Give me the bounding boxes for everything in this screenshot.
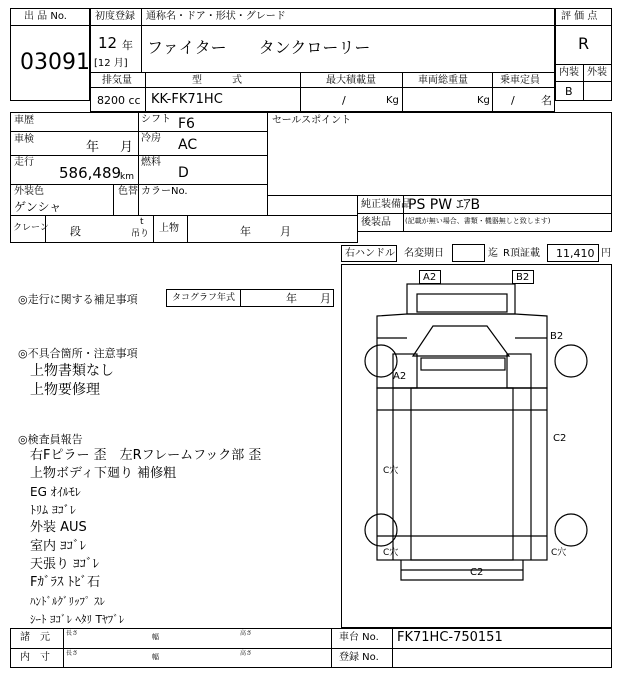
grade: R	[578, 34, 590, 53]
crane-v3	[187, 215, 188, 243]
mileage: 586,489	[59, 164, 122, 182]
dims-width: 幅	[152, 633, 159, 641]
inspector-item: ﾊﾝﾄﾞﾙｸﾞﾘｯﾌﾟ ｽﾚ	[30, 595, 105, 608]
capacity-label: 乗車定員	[500, 75, 540, 86]
steering: 右ハンドル	[345, 248, 395, 259]
lot-no-label: 出 品 No.	[24, 11, 67, 22]
max-load-kg: Kg	[386, 95, 399, 106]
capacity-unit: 名	[541, 94, 552, 107]
stamp-label: 迄	[488, 248, 498, 259]
defects-label: ◎不具合箇所・注意事項	[18, 347, 138, 360]
equipment-divider	[357, 213, 612, 214]
crane-stage: 段	[70, 225, 81, 238]
inspector-item: EG ｵｲﾙﾓﾚ	[30, 485, 81, 499]
inspection-label: 車検	[14, 134, 34, 145]
reg-label: 登録 No.	[339, 652, 379, 663]
info-h3	[10, 184, 268, 185]
name-divider	[141, 25, 142, 73]
max-load-label: 最大積載量	[326, 75, 376, 86]
mark-c-hole-right: C穴	[551, 548, 567, 558]
bed-outer	[377, 388, 547, 560]
footer-v2	[331, 628, 332, 668]
inspection-year-unit: 年	[86, 140, 100, 155]
history-label: 車歴	[14, 115, 34, 126]
tacho-label: タコグラフ年式	[172, 293, 236, 303]
mark-c-hole-mid: C穴	[383, 466, 399, 476]
name-change-box	[452, 244, 485, 262]
model-label: 型 式	[192, 75, 242, 86]
displacement: 8200 cc	[97, 94, 141, 107]
tacho-month-unit: 月	[320, 292, 331, 305]
interior-width: 幅	[152, 653, 159, 661]
model: KK-FK71HC	[151, 92, 223, 107]
dims-length: 長さ	[66, 630, 79, 637]
odometer-value: 11,410	[556, 247, 595, 260]
door-right	[507, 354, 531, 388]
mark-c2-right: C2	[553, 433, 567, 444]
sales-point-label: セールスポイント	[272, 115, 352, 126]
info-v2	[113, 184, 114, 216]
mark-a2-left: A2	[393, 371, 407, 382]
first-reg-year: 12	[98, 34, 118, 52]
equipment: PS PW ｴｱB	[408, 197, 481, 213]
spec-div1	[145, 72, 146, 112]
mark-a2-top: A2	[419, 270, 441, 284]
dashboard	[421, 358, 505, 370]
color-change-label: 色替	[118, 186, 138, 197]
grade-label: 評 価 点	[561, 11, 598, 22]
inspector-item: 右Fピラー 歪 左Rフレームフック部 歪	[30, 448, 262, 463]
tacho-v	[240, 289, 241, 307]
first-reg-month: [12 月]	[94, 58, 128, 69]
inspector-item: 天張り ﾖｺﾞﾚ	[30, 557, 100, 572]
info-h1	[10, 131, 268, 132]
displacement-label: 排気量	[102, 75, 132, 86]
driving-label: ◎走行に関する補足事項	[18, 293, 138, 306]
equipment-label: 純正装備品	[361, 199, 411, 210]
tacho-year-unit: 年	[286, 292, 297, 305]
footer-v3	[392, 628, 393, 668]
fuel: D	[178, 165, 189, 181]
cab-roof	[407, 284, 515, 314]
upper-year-unit: 年	[240, 225, 251, 238]
crane-label: クレーン	[13, 223, 49, 233]
inspector-item: ﾄﾘﾑ ﾖｺﾞﾚ	[30, 503, 76, 517]
gross-weight-kg: Kg	[477, 95, 490, 106]
footer-v1	[63, 628, 64, 668]
bed-inner	[411, 388, 513, 560]
shift-label: シフト	[141, 114, 171, 125]
aftermarket-note: (記載が無い場合、書類・機器無しと致します)	[405, 217, 551, 225]
inspector-item: Fｶﾞﾗｽ ﾄﾋﾞ石	[30, 575, 101, 590]
mark-c-hole-left: C穴	[383, 548, 399, 558]
ac: AC	[178, 137, 198, 153]
inspector-item: 上物ボディ下廻り 補修粗	[30, 466, 177, 481]
color-no-label: カラーNo.	[141, 186, 188, 197]
crane-hoist: 吊り	[131, 229, 150, 239]
aftermarket-label: 後装品	[361, 217, 391, 228]
crane-v2	[153, 215, 154, 243]
wheel-fr	[555, 345, 587, 377]
inspector-item: 外装 AUS	[30, 520, 87, 535]
footer-h	[10, 648, 612, 649]
mark-c2-bottom: C2	[470, 567, 484, 578]
spec-div3	[402, 72, 403, 112]
dims-height: 高さ	[240, 630, 253, 637]
crane-box	[10, 215, 358, 243]
name-label: 通称名・ドア・形状・グレード	[146, 11, 286, 22]
info-h2	[10, 155, 268, 156]
inspection-month-unit: 月	[120, 140, 134, 155]
exterior-label: 外装	[587, 67, 607, 78]
wheel-rl	[365, 514, 397, 546]
chassis-label: 車台 No.	[339, 632, 379, 643]
dims-label: 諸 元	[20, 632, 50, 643]
defect-item: 上物書類なし	[30, 363, 114, 379]
color: ゲンシャ	[14, 200, 62, 214]
first-reg-year-unit: 年	[122, 39, 133, 52]
interior-label: 内装	[559, 67, 579, 78]
max-load-slash: /	[342, 94, 346, 107]
windshield	[413, 326, 509, 356]
inspector-label: ◎検査員報告	[18, 433, 83, 446]
spec-div2	[300, 72, 301, 112]
odometer-label: R頂証載	[503, 248, 540, 259]
vehicle-name: ファイター タンクローリー	[147, 38, 371, 57]
inspector-item: 室内 ﾖｺﾞﾚ	[30, 539, 87, 554]
cab-roof-inner	[417, 294, 507, 312]
name-change-label: 名変期日	[404, 248, 444, 259]
wheel-rr	[555, 514, 587, 546]
chassis-no: FK71HC-750151	[397, 630, 503, 645]
info-v1	[138, 112, 139, 216]
fuel-label: 燃料	[141, 157, 161, 168]
upper-month-unit: 月	[280, 225, 291, 238]
capacity-slash: /	[511, 94, 515, 107]
inspector-item: ｼｰﾄ ﾖｺﾞﾚ ﾍﾀﾘ Tﾔﾌﾞﾚ	[30, 613, 125, 626]
gross-weight-label: 車両総重量	[418, 75, 468, 86]
interior-grade: B	[565, 85, 573, 98]
upper-label: 上物	[159, 223, 179, 234]
ac-label: 冷房	[141, 133, 161, 144]
int-ext-divider-v	[583, 64, 584, 101]
crane-ton: t	[140, 217, 144, 227]
defect-item: 上物要修理	[30, 382, 100, 398]
spec-divider-h	[90, 87, 555, 88]
lot-no: 03091	[20, 50, 90, 75]
mileage-label: 走行	[14, 157, 34, 168]
interior-dims-label: 内 寸	[20, 652, 50, 663]
mileage-unit: km	[120, 172, 134, 182]
interior-height: 高さ	[240, 650, 253, 657]
odometer-unit: 円	[601, 248, 611, 259]
spec-div4	[492, 72, 493, 112]
shift: F6	[178, 116, 195, 132]
mark-b2-top: B2	[512, 270, 534, 284]
interior-length: 長さ	[66, 650, 79, 657]
first-reg-label: 初度登録	[95, 11, 135, 22]
color-label: 外装色	[14, 186, 44, 197]
mark-b2-right: B2	[550, 331, 564, 342]
